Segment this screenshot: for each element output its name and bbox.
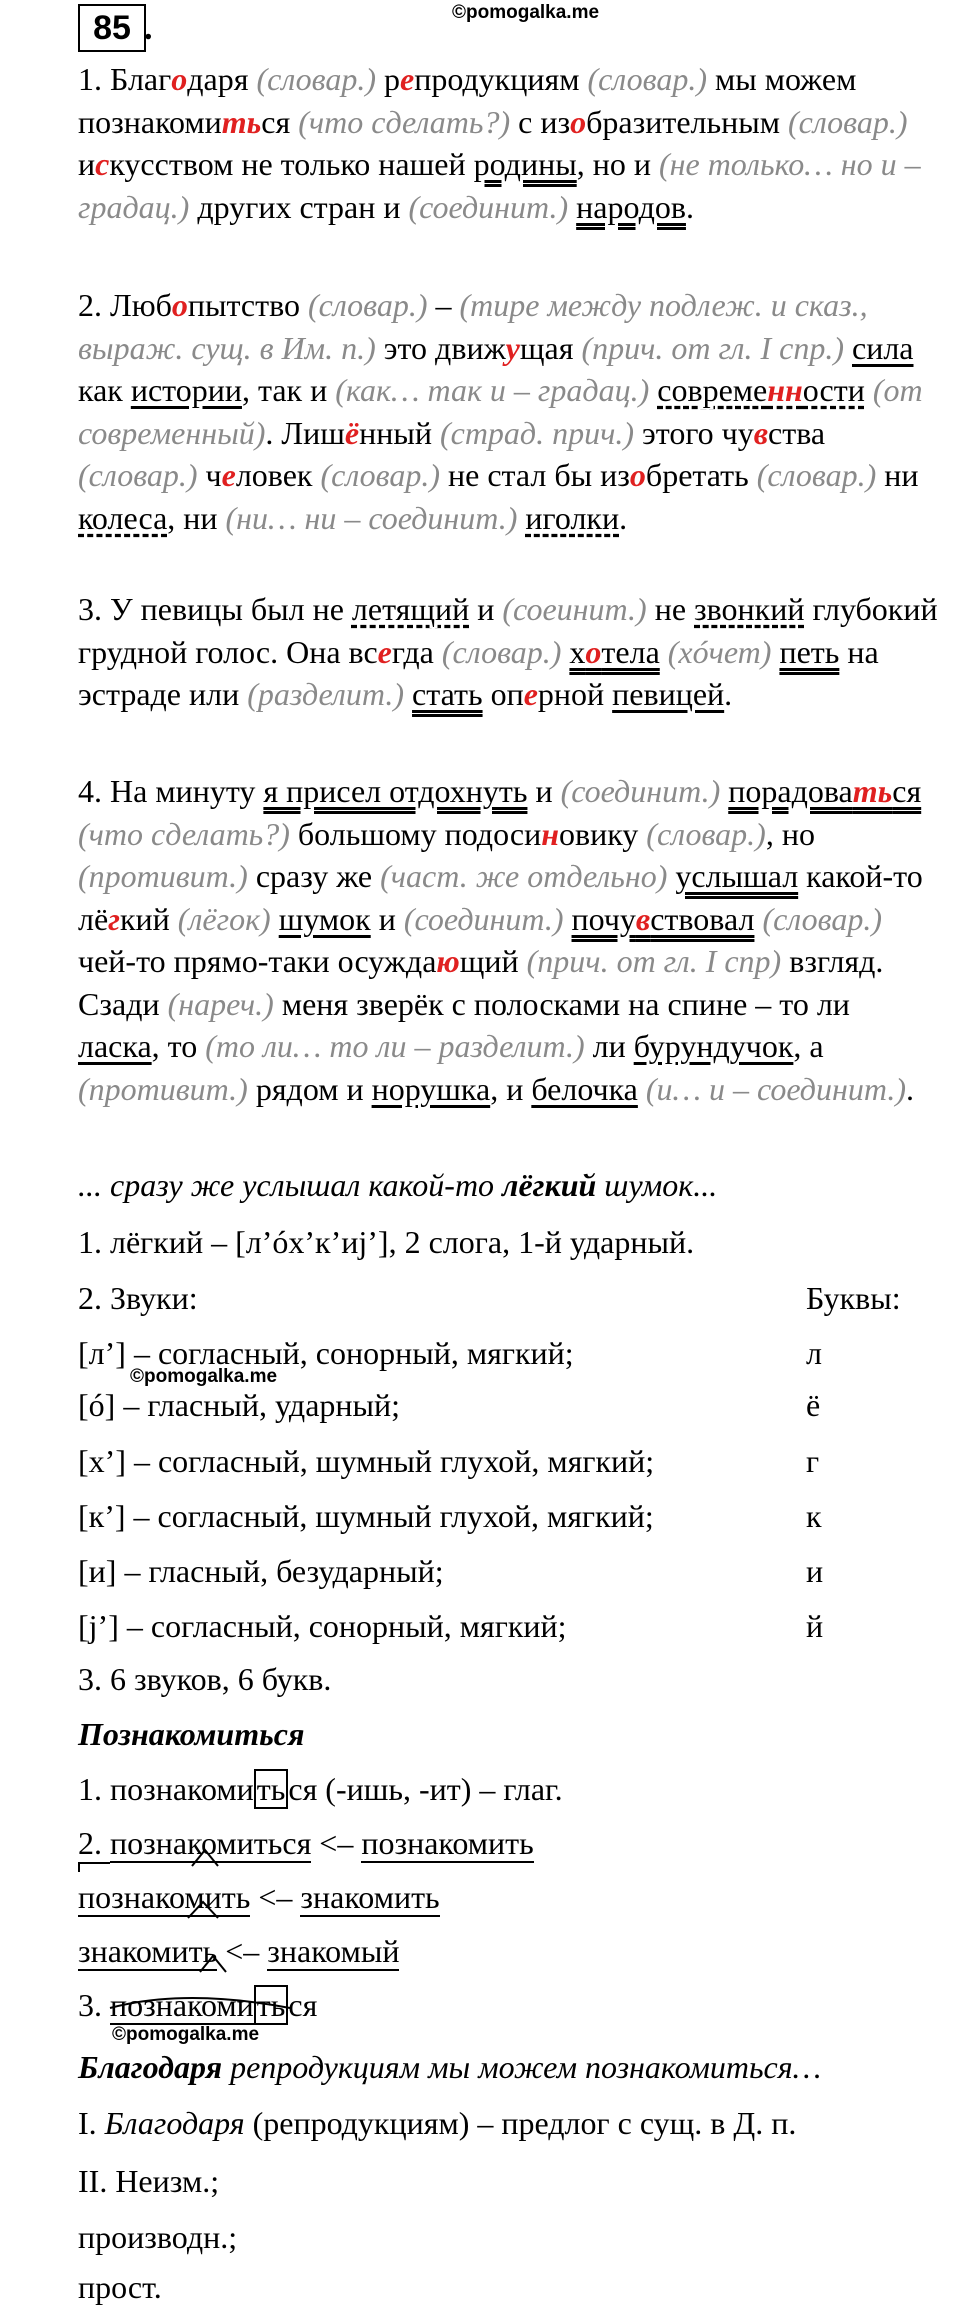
letters-header: Буквы: [806,1280,901,1316]
morph-line-5: 3. познакомиться [78,1987,318,2023]
parse-line-2: II. Неизм.; [78,2163,220,2199]
morph-line-3: познакомить <– знакомить [78,1879,440,1915]
phonetic-quote: ... сразу же услышал какой-то лёгкий шумок... [78,1167,718,1203]
sound-row: [ó] – гласный, ударный; [78,1387,401,1423]
parse-line-1: I. Благодаря (репродукциям) – предлог с сущ. в Д. п. [78,2105,797,2141]
paragraph-4: 4. На минуту я присел отдохнуть и (соединит.) порадоваться (что сделать?) большому подосиновику (словар.), но (противит.) сразу же (част. же отдельно) услышал какой-то лёгкий (лёгок) шумок и (соединит.) почувствовал (словар.) чей-то прямо-таки осуждающий (прич. от гл. I спр) взгляд. Сзади (нареч.) меня зверёк с полосками на спине – то ли ласка, то (то ли… то ли – разделит.) ли бурундучок, а (противит.) рядом и норушка, и белочка (и… и – соединит.). [78,773,923,1107]
morph-line-2: 2. познакомиться <– познакомить [78,1825,534,1861]
sounds-header: 2. Звуки: [78,1280,198,1316]
paragraph-3: 3. У певицы был не летящий и (соеинит.) не звонкий глубокий грудной голос. Она всегда (словар.) хотела (хóчет) петь на эстраде или (разделит.) стать оперной певицей. [78,591,938,712]
letter-cell: к [806,1498,822,1534]
phonetic-summary: 3. 6 звуков, 6 букв. [78,1661,332,1697]
letter-cell: ё [806,1387,821,1423]
sound-row: [к’] – согласный, шумный глухой, мягкий; [78,1498,654,1534]
letter-cell: й [806,1608,824,1644]
sound-row: [л’] – согласный, сонорный, мягкий; [78,1335,574,1371]
parse-line-4: прост. [78,2269,162,2305]
letter-cell: л [806,1335,822,1371]
morph-line-1: 1. познакомиться (-ишь, -ит) – глаг. [78,1771,563,1807]
paragraph-1: 1. Благодаря (словар.) репродукциям (словар.) мы можем познакомиться (что сделать?) с изобразительным (словар.) искусством не только нашей родины, но и (не только… но и – градац.) других стран и (соединит.) народов. [78,61,921,225]
morph-line-4: знакомить <– знакомый [78,1933,400,1969]
watermark-top: ©pomogalka.me [452,2,600,23]
parse-title: Благодаря репродукциям мы можем познакомиться… [78,2049,822,2085]
letter-cell: и [806,1553,824,1589]
paragraph-2: 2. Любопытство (словар.) – (тире между подлеж. и сказ., выраж. сущ. в Им. п.) это движущая (прич. от гл. I спр.) сила как истории, так и (как… так и – градац.) современности (от современный). Лишённый (страд. прич.) этого чувства (словар.) человек (словар.) не стал бы изобретать (словар.) ни колеса, ни (ни… ни – соединит.) иголки. [78,287,923,536]
phonetic-line-1: 1. лёгкий – [л’óх’к’иj’], 2 слога, 1-й ударный. [78,1224,695,1260]
morph-title: Познакомиться [78,1716,305,1752]
exercise-number: 85 [78,4,146,52]
sound-row: [и] – гласный, безударный; [78,1553,444,1589]
watermark-bottom: ©pomogalka.me [112,2024,260,2045]
parse-line-3: производн.; [78,2219,238,2255]
sound-row: [х’] – согласный, шумный глухой, мягкий; [78,1443,655,1479]
watermark-middle: ©pomogalka.me [130,1366,278,1387]
sound-row: [j’] – согласный, сонорный, мягкий; [78,1608,567,1644]
exercise-number-dot: . [144,10,153,47]
letter-cell: г [806,1443,820,1479]
